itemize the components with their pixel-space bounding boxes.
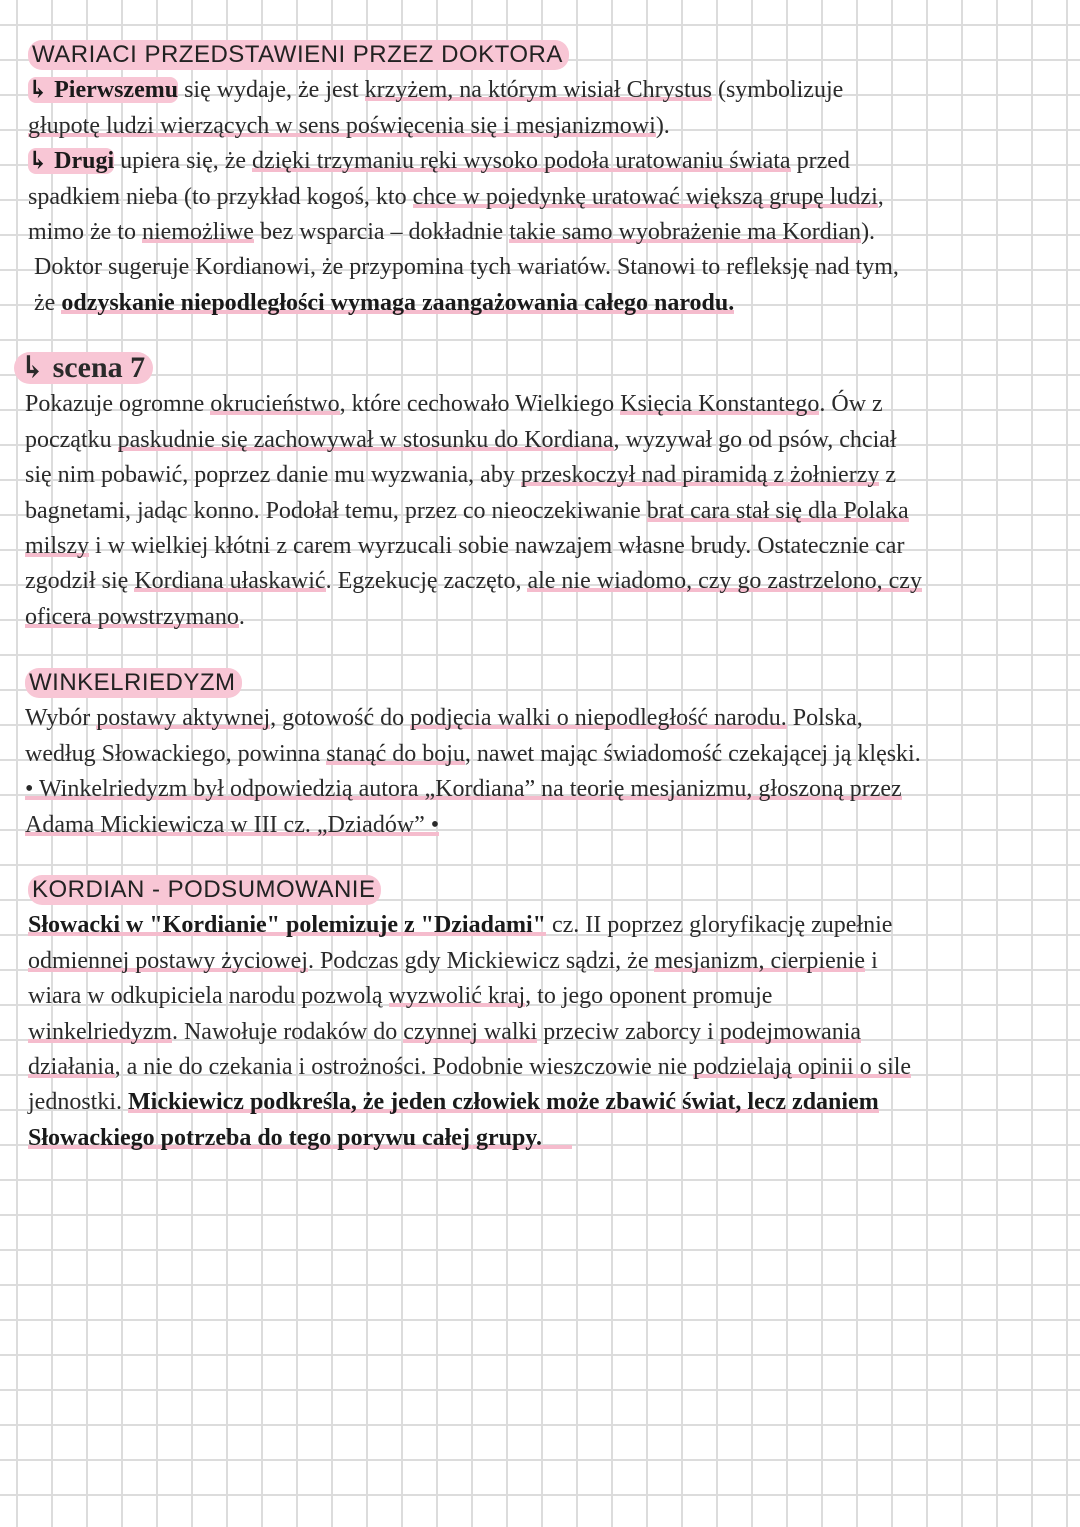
text: spadkiem nieba (to przykład kogoś, kto: [28, 183, 413, 210]
text: zgodził się: [25, 568, 135, 595]
highlighted-text: Adama Mickiewicza w III cz. „Dziadów” •: [25, 811, 440, 838]
highlighted-text: Księcia Konstantego: [620, 391, 820, 418]
text: i w wielkiej kłótni z carem wyrzucali sobie nawzajem własne brudy. Ostatecznie car: [89, 532, 905, 559]
bold-text: ↳ Drugi: [28, 148, 115, 175]
text-line: [0, 1085, 1080, 1120]
highlighted-text: Kordiana ułaskawić: [134, 568, 326, 595]
text-line: [0, 423, 1080, 458]
text-line: [0, 529, 1080, 564]
text: się wydaje, że jest: [178, 77, 365, 104]
section-heading-row: [0, 352, 1080, 387]
text-line: [0, 944, 1080, 979]
text: się nim pobawić, poprzez danie mu wyzwania, aby: [25, 462, 521, 489]
text: , to jego oponent promuje: [525, 983, 773, 1010]
text-line: [0, 73, 1080, 108]
text: , a nie do czekania i ostrożności. Podobnie wieszczowie nie: [114, 1053, 694, 1080]
text-line: [0, 494, 1080, 529]
text-line: [0, 1015, 1080, 1050]
text: że: [28, 289, 62, 316]
highlighted-text: oficera powstrzymano: [25, 603, 239, 630]
highlighted-text: niemożliwe: [141, 218, 254, 245]
text: Wybór: [25, 705, 97, 732]
highlighted-text: [542, 1125, 572, 1151]
text-line: [0, 458, 1080, 493]
highlighted-text: brat cara stał się dla Polaka: [646, 497, 909, 524]
bold-text: ↳ Pierwszemu: [28, 77, 179, 104]
section-heading-row: [0, 873, 1080, 908]
text: początku: [25, 426, 118, 453]
text: , gotowość do: [270, 705, 411, 732]
text: . Egzekucję zaczęto,: [325, 568, 528, 595]
text: wiara w odkupiciela narodu pozwolą: [28, 983, 389, 1010]
text-line: [0, 180, 1080, 215]
highlighted-text: podjęcia walki o niepodległość narodu.: [410, 705, 787, 732]
bold-text: Słowacki w "Kordianie" polemizuje z "Dziadami": [28, 912, 546, 939]
section-scena7: [0, 352, 1080, 635]
highlighted-text: wyzwolić kraj: [388, 983, 526, 1010]
text: przeciw zaborcy i: [537, 1018, 720, 1045]
text: , wyzywał go od psów, chciał: [613, 426, 897, 453]
text-line: [0, 215, 1080, 250]
text-line: [0, 1121, 1080, 1156]
highlighted-text: mesjanizm, cierpienie: [654, 947, 866, 974]
highlighted-text: ale nie wiadomo, czy go zastrzelono, czy: [527, 568, 922, 595]
text-line: [0, 701, 1080, 736]
text-line: [0, 772, 1080, 807]
text-line: [0, 144, 1080, 179]
section-heading-row: [0, 38, 1080, 73]
highlighted-text: podejmowania: [719, 1018, 862, 1045]
text: . Nawołuje rodaków do: [171, 1018, 404, 1045]
text: i: [865, 947, 878, 974]
text-line: [0, 737, 1080, 772]
text: . Podczas gdy Mickiewicz sądzi, że: [307, 947, 655, 974]
text: z: [879, 462, 896, 489]
text: Pokazuje ogromne: [25, 391, 211, 418]
text: , które cechowało Wielkiego: [339, 391, 621, 418]
scene-heading: ↳ scena 7: [14, 352, 153, 384]
text-line: [0, 109, 1080, 144]
highlighted-text: takie samo wyobrażenie ma Kordian: [509, 218, 862, 245]
text-line: [0, 808, 1080, 843]
highlighted-text: podzielają opinii o sile: [693, 1053, 912, 1080]
text: według Słowackiego, powinna: [25, 740, 327, 767]
bold-text: Mickiewicz podkreśla, że jeden człowiek może zbawić świat, lecz zdaniem: [128, 1089, 879, 1116]
highlighted-text: głupotę ludzi wierzących w sens poświęcenia się i mesjanizmowi: [28, 112, 656, 139]
section-winkelriedyzm: [0, 666, 1080, 843]
text: Polska,: [786, 705, 863, 732]
text: Doktor sugeruje Kordianowi, że przypomina tych wariatów. Stanowi to refleksję nad tym,: [28, 254, 899, 281]
highlighted-text: krzyżem, na którym wisiał Chrystus: [364, 77, 712, 104]
text-line: [0, 600, 1080, 635]
section-title: WINKELRIEDYZM: [25, 668, 242, 698]
highlighted-text: dzięki trzymaniu ręki wysoko podoła uratowaniu świata: [252, 148, 791, 175]
text: upiera się, że: [114, 148, 253, 175]
text: , nawet mając świadomość czekającej ją klęski.: [464, 740, 921, 767]
text-line: [0, 250, 1080, 285]
text-line: [0, 564, 1080, 599]
section-title: KORDIAN - PODSUMOWANIE: [28, 875, 381, 905]
text: bagnetami, jadąc konno. Podołał temu, przez co nieoczekiwanie: [25, 497, 647, 524]
text: ).: [655, 112, 670, 139]
bold-text: odzyskanie niepodległości wymaga zaangażowania całego narodu.: [61, 289, 735, 316]
highlighted-text: odmiennej postawy życiowej: [28, 947, 308, 974]
text: .: [238, 603, 245, 630]
section-wariaci: [0, 38, 1080, 321]
text: cz. II poprzez gloryfikację zupełnie: [545, 912, 893, 939]
text: bez wsparcia – dokładnie: [253, 218, 510, 245]
section-heading-row: [0, 666, 1080, 701]
highlighted-text: postawy aktywnej: [96, 705, 271, 732]
text-line: [0, 387, 1080, 422]
text: ).: [861, 218, 876, 245]
section-podsumowanie: [0, 873, 1080, 1156]
text: jednostki.: [28, 1089, 128, 1116]
highlighted-text: paskudnie się zachowywał w stosunku do Kordiana: [117, 426, 614, 453]
highlighted-text: milszy: [25, 532, 89, 559]
highlighted-text: chce w pojedynkę uratować większą grupę ludzi: [412, 183, 878, 210]
highlighted-text: okrucieństwo: [210, 391, 340, 418]
text: . Ów z: [819, 391, 883, 418]
text-line: [0, 286, 1080, 321]
highlighted-text: winkelriedyzm: [28, 1018, 172, 1045]
text: mimo że to: [28, 218, 142, 245]
highlighted-text: przeskoczył nad piramidą z żołnierzy: [520, 462, 880, 489]
highlighted-text: stanąć do boju: [326, 740, 465, 767]
section-title: WARIACI PRZEDSTAWIENI PRZEZ DOKTORA: [28, 40, 569, 70]
text: przed: [790, 148, 850, 175]
text-line: [0, 908, 1080, 943]
highlighted-text: działania: [28, 1053, 115, 1080]
highlighted-text: czynnej walki: [403, 1018, 538, 1045]
text-line: [0, 1050, 1080, 1085]
highlighted-text: • Winkelriedyzm był odpowiedzią autora „Kordiana” na teorię mesjanizmu, głoszoną przez: [25, 776, 902, 803]
bold-text: Słowackiego potrzeba do tego porywu całej grupy.: [28, 1124, 542, 1151]
text-line: [0, 979, 1080, 1014]
text: ,: [877, 183, 884, 210]
text: (symbolizuje: [711, 77, 844, 104]
